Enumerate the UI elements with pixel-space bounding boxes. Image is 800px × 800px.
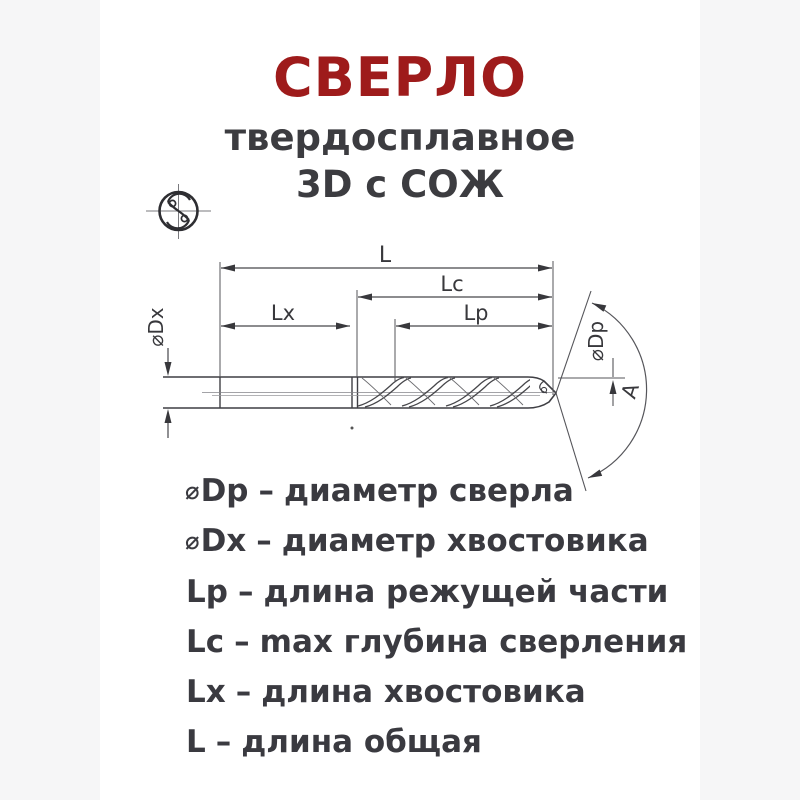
- legend-description: max глубина сверления: [259, 624, 688, 660]
- legend-symbol: Lp: [186, 574, 228, 610]
- legend-separator: –: [237, 574, 254, 610]
- legend-item-dx: [185, 521, 649, 565]
- legend-item-lc: [185, 622, 687, 666]
- legend-item-lp: [185, 572, 668, 616]
- label-overall-length: L: [378, 243, 392, 268]
- label-shank-diameter: ⌀Dx: [144, 307, 168, 347]
- label-drilling-depth: Lc: [440, 272, 464, 296]
- legend-item-l: [185, 722, 482, 766]
- drill-technical-drawing: [130, 180, 670, 510]
- legend-symbol: Lc: [186, 624, 225, 660]
- dia-dx-annotation: [144, 307, 172, 438]
- legend-symbol: Dx: [200, 523, 247, 559]
- legend-symbol: L: [186, 724, 206, 760]
- label-point-angle: A: [616, 380, 644, 402]
- legend-description: диаметр сверла: [284, 473, 574, 509]
- page-title: СВЕРЛО: [272, 46, 527, 109]
- legend-separator: –: [256, 523, 272, 559]
- legend-item-dp: [185, 471, 574, 515]
- diameter-symbol: ⌀: [185, 477, 200, 505]
- subtitle-type: 3D с СОЖ: [295, 163, 505, 206]
- legend-separator: –: [234, 624, 250, 660]
- legend-separator: –: [258, 473, 274, 509]
- diameter-symbol: ⌀: [185, 527, 200, 555]
- legend-symbol: Lx: [186, 674, 226, 710]
- dimension-line-lp: [396, 301, 552, 330]
- dia-dp-annotation: [558, 321, 625, 406]
- legend-separator: –: [235, 674, 252, 710]
- dimension-line-lc: [358, 272, 552, 301]
- legend-item-lx: [185, 672, 586, 716]
- legend-description: диаметр хвостовика: [281, 523, 649, 559]
- label-drill-diameter: ⌀Dp: [584, 320, 608, 362]
- subtitle-material: твердосплавное: [224, 116, 576, 159]
- dimension-line-l: [221, 243, 552, 272]
- legend-description: длина хвостовика: [261, 674, 586, 710]
- legend-separator: –: [215, 724, 232, 760]
- dimension-line-lx: [221, 301, 350, 330]
- legend-symbol: Dp: [200, 473, 249, 509]
- legend-description: длина общая: [241, 724, 482, 760]
- label-shank-length: Lx: [270, 301, 296, 325]
- drill-cross-section-icon: [146, 184, 211, 239]
- legend-description: длина режущей части: [263, 574, 669, 610]
- extension-lines: [220, 261, 553, 395]
- label-cutting-length: Lp: [463, 301, 489, 325]
